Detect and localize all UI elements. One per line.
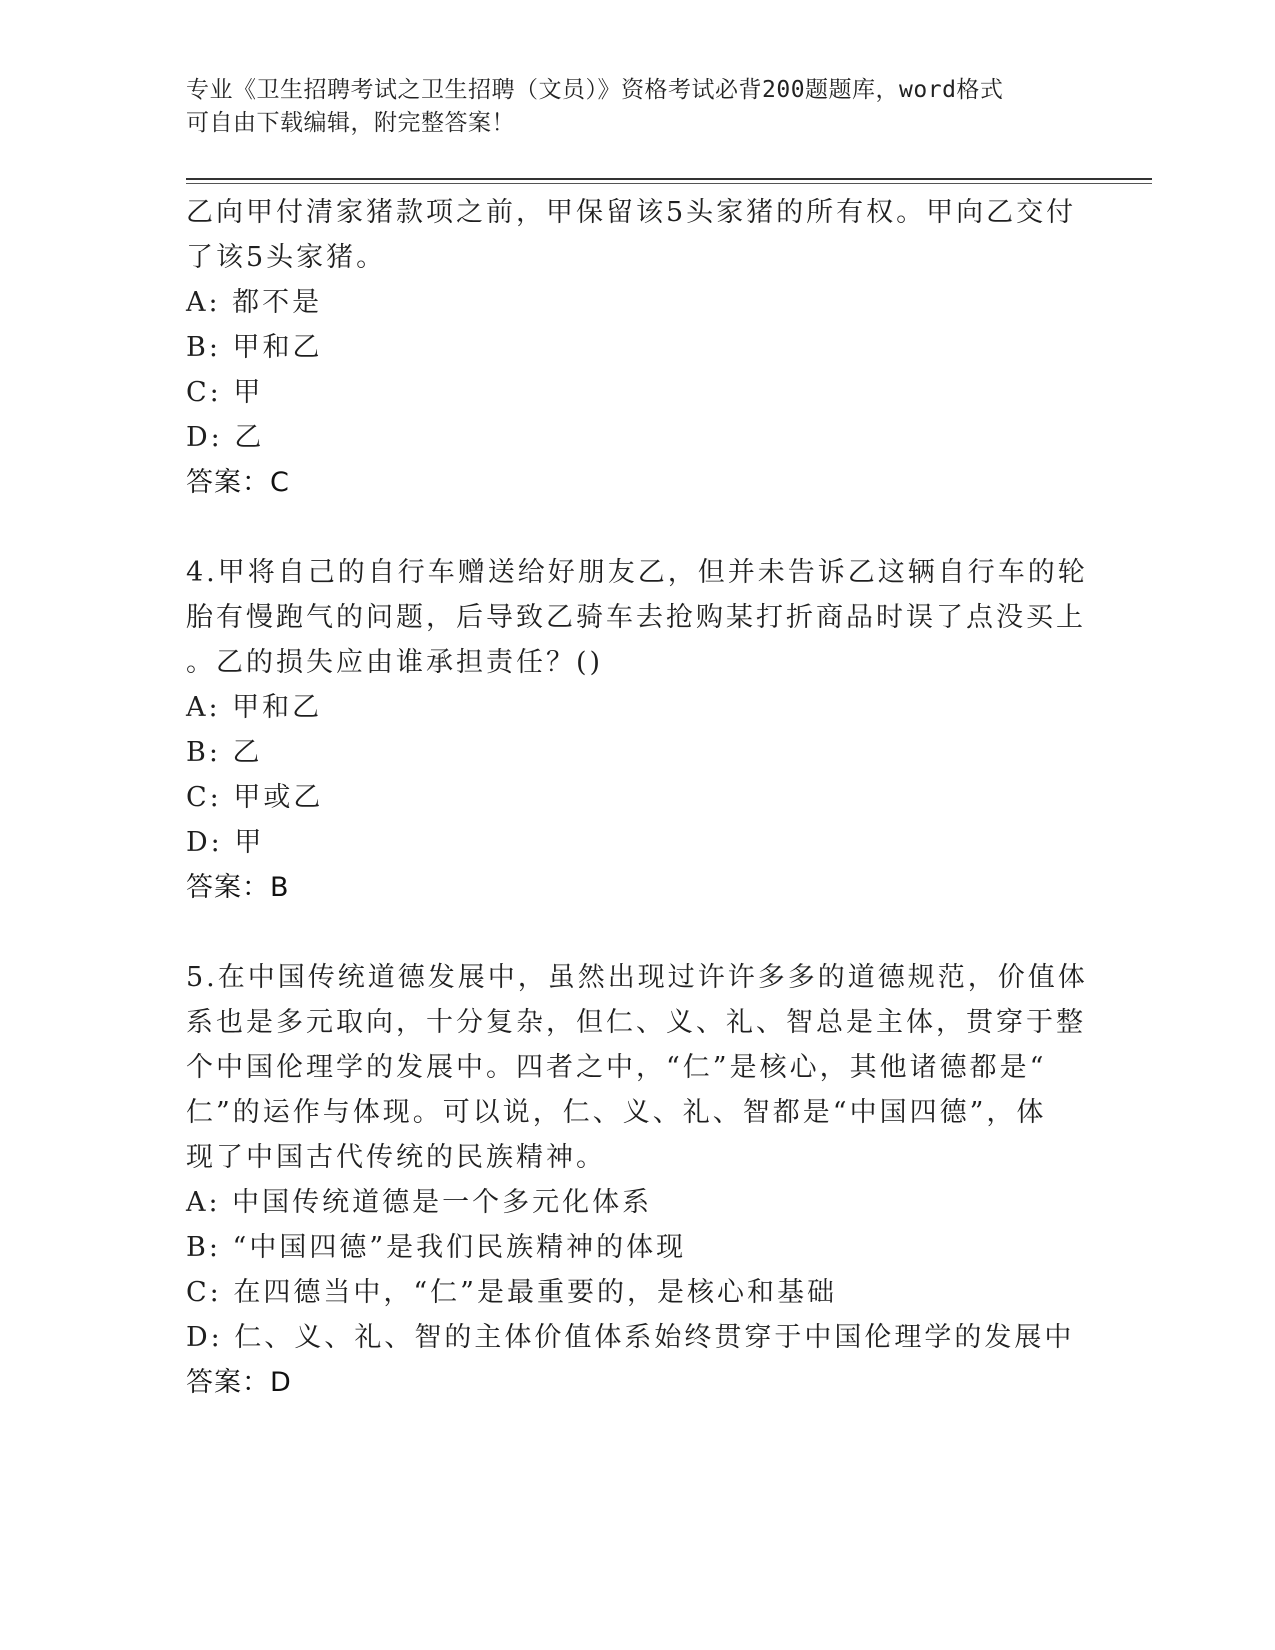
option-a: A: 中国传统道德是一个多元化体系 [186, 1187, 653, 1218]
question-stem-line: 了该5头家猪。 [186, 242, 387, 273]
option-c: C: 甲 [186, 377, 264, 408]
question-spacer [186, 505, 1086, 550]
option-b: B: 乙 [186, 737, 263, 768]
option-d: D: 乙 [186, 422, 265, 453]
option-d: D: 仁、义、礼、智的主体价值体系始终贯穿于中国伦理学的发展中 [186, 1322, 1075, 1353]
question-stem-line: 5.在中国传统道德发展中，虽然出现过许许多多的道德规范，价值体 [186, 962, 1088, 993]
document-header [186, 74, 1086, 140]
option-b: B: “中国四德”是我们民族精神的体现 [186, 1232, 687, 1263]
header-divider-thick [186, 178, 1152, 180]
question-4 [186, 550, 1086, 910]
question-5 [186, 955, 1086, 1405]
question-stem-line: 现了中国古代传统的民族精神。 [186, 1142, 606, 1173]
header-line-1: 专业《卫生招聘考试之卫生招聘（文员）》资格考试必背200题题库，word格式 [186, 77, 1004, 103]
question-stem-line: 4.甲将自己的自行车赠送给好朋友乙，但并未告诉乙这辆自行车的轮 [186, 557, 1088, 588]
question-stem-line: 个中国伦理学的发展中。四者之中，“仁”是核心，其他诸德都是“ [186, 1052, 1047, 1083]
answer-label: 答案：C [186, 467, 290, 498]
option-a: A: 都不是 [186, 287, 323, 318]
option-b: B: 甲和乙 [186, 332, 323, 363]
question-stem-line: 系也是多元取向，十分复杂，但仁、义、礼、智总是主体，贯穿于整 [186, 1007, 1086, 1038]
header-line-2: 可自由下载编辑，附完整答案！ [186, 110, 515, 136]
option-d: D: 甲 [186, 827, 265, 858]
answer-label: 答案：B [186, 872, 290, 903]
answer-label: 答案：D [186, 1367, 292, 1398]
question-stem-line: 乙向甲付清家猪款项之前，甲保留该5头家猪的所有权。甲向乙交付 [186, 197, 1077, 228]
question-content [186, 190, 1086, 1405]
option-c: C: 在四德当中，“仁”是最重要的，是核心和基础 [186, 1277, 837, 1308]
option-c: C: 甲或乙 [186, 782, 324, 813]
option-a: A: 甲和乙 [186, 692, 323, 723]
header-divider-thin [186, 183, 1152, 184]
question-3 [186, 190, 1086, 505]
question-stem-line: 。乙的损失应由谁承担责任？() [186, 647, 604, 678]
question-stem-line: 胎有慢跑气的问题，后导致乙骑车去抢购某打折商品时误了点没买上 [186, 602, 1086, 633]
question-spacer [186, 910, 1086, 955]
question-stem-line: 仁”的运作与体现。可以说，仁、义、礼、智都是“中国四德”，体 [186, 1097, 1047, 1128]
